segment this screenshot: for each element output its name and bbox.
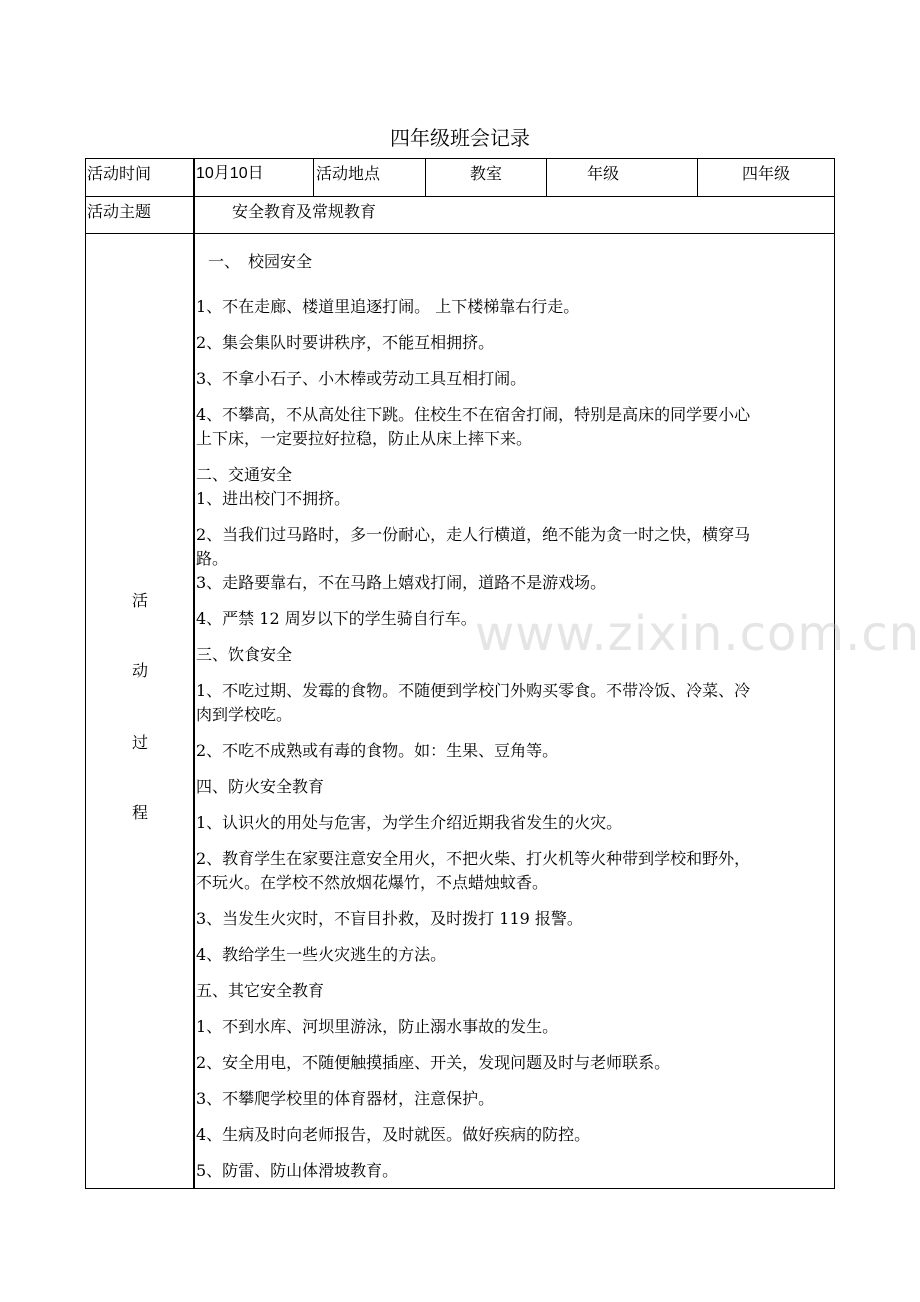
content-line: 不玩火。在学校不然放烟花爆竹，不点蜡烛蚊香。: [196, 873, 549, 892]
theme-label: 活动主题: [87, 202, 152, 221]
content-line: 4、不攀高，不从高处往下跳。住校生不在宿舍打闹，特别是高床的同学要小心: [196, 405, 751, 424]
content-line: 2、教育学生在家要注意安全用火，不把火柴、打火机等火种带到学校和野外，: [196, 849, 751, 868]
content-line: 5、防雷、防山体滑坡教育。: [196, 1161, 399, 1180]
content-line: 2、集会集队时要讲秩序，不能互相拥挤。: [196, 333, 495, 352]
section-heading: 一、 校园安全: [208, 252, 313, 271]
row-divider: [85, 196, 835, 197]
process-label-char: 活: [131, 591, 148, 610]
content-line: 1、认识火的用处与危害，为学生介绍近期我省发生的火灾。: [196, 813, 623, 832]
theme-value: 安全教育及常规教育: [232, 202, 377, 221]
section-heading: 四、防火安全教育: [196, 777, 325, 796]
process-label-char: 动: [131, 661, 148, 680]
process-label-char: 程: [131, 803, 148, 822]
row-divider: [85, 233, 835, 234]
time-label: 活动时间: [87, 164, 152, 183]
column-divider: [313, 158, 314, 196]
content-line: 2、当我们过马路时，多一份耐心，走人行横道，绝不能为贪一时之快，横穿马: [196, 525, 751, 544]
section-heading: 二、交通安全: [196, 465, 293, 484]
content-line: 1、不到水库、河坝里游泳，防止溺水事故的发生。: [196, 1017, 559, 1036]
section-heading: 三、饮食安全: [196, 645, 293, 664]
content-line: 3、不拿小石子、小木棒或劳动工具互相打闹。: [196, 369, 527, 388]
page-title: 四年级班会记录: [390, 126, 530, 150]
content-line: 2、不吃不成熟或有毒的食物。如：生果、豆角等。: [196, 741, 559, 760]
watermark-text: www.zixin.com.cn: [475, 606, 920, 662]
place-label: 活动地点: [316, 164, 381, 183]
content-line: 4、生病及时向老师报告，及时就医。做好疾病的防控。: [196, 1125, 591, 1144]
content-line: 1、不吃过期、发霉的食物。不随便到学校门外购买零食。不带冷饭、冷菜、冷: [196, 681, 751, 700]
content-line: 2、安全用电，不随便触摸插座、开关，发现问题及时与老师联系。: [196, 1053, 671, 1072]
time-value: 10月10日: [196, 165, 264, 182]
content-line: 1、进出校门不拥挤。: [196, 489, 351, 508]
content-line: 3、当发生火灾时，不盲目扑救，及时拨打 119 报警。: [196, 909, 583, 928]
content-line: 路。: [196, 549, 229, 568]
content-line: 4、严禁 12 周岁以下的学生骑自行车。: [196, 609, 477, 628]
content-line: 3、不攀爬学校里的体育器材，注意保护。: [196, 1089, 495, 1108]
place-value: 教室: [469, 164, 502, 183]
grade-label: 年级: [586, 164, 619, 183]
grade-value: 四年级: [741, 164, 790, 183]
content-line: 1、不在走廊、楼道里追逐打闹。 上下楼梯靠右行走。: [196, 297, 580, 316]
process-label-char: 过: [131, 733, 148, 752]
content-line: 肉到学校吃。: [196, 705, 293, 724]
content-line: 4、教给学生一些火灾逃生的方法。: [196, 945, 447, 964]
content-line: 3、走路要靠右，不在马路上嬉戏打闹，道路不是游戏场。: [196, 573, 607, 592]
content-line: 上下床，一定要拉好拉稳，防止从床上摔下来。: [196, 429, 533, 448]
section-heading: 五、其它安全教育: [196, 981, 325, 1000]
